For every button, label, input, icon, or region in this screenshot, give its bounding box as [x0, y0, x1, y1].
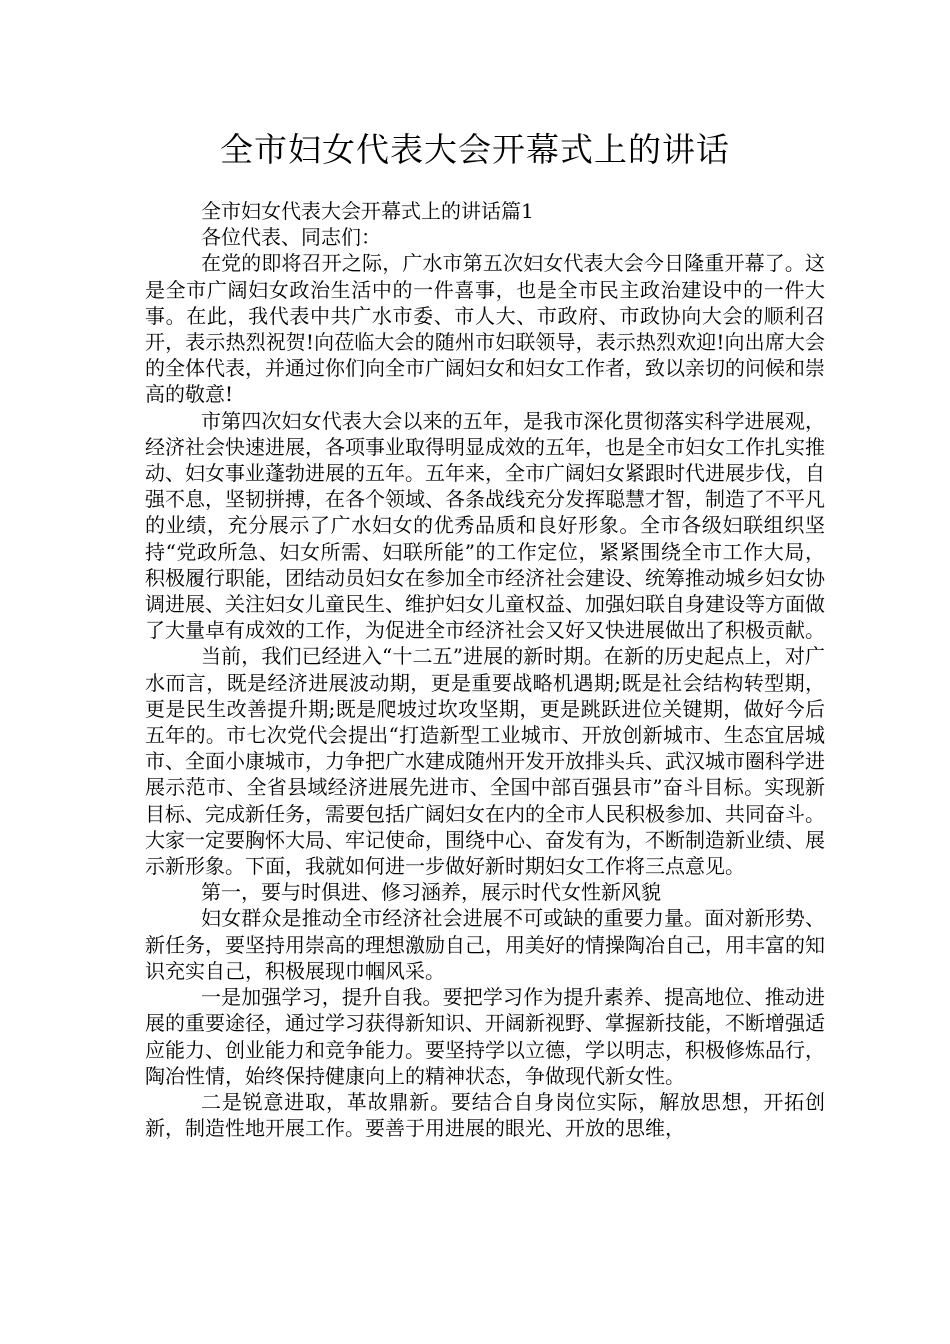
body-paragraph: 当前，我们已经进入“十二五”进展的新时期。在新的历史起点上，对广水而言，既是经济进展波动期，更是重要战略机遇期;既是社会结构转型期，更是民生改善提升期;既是爬坡过坎攻坚期，更是跳跃进位关键期，做好今后五年的。市七次党代会提出“打造新型工业城市、开放创新城市、生态宜居城市、全面小康城市，力争把广水建成随州开发开放排头兵、武汉城市圈科学进展示范市、全省县域经济进展先进市、全国中部百强县市”奋斗目标。实现新目标、完成新任务，需要包括广阔妇女在内的全市人民积极参加、共同奋斗。大家一定要胸怀大局、牢记使命，围绕中心、奋发有为，不断制造新业绩、展示新形象。下面，我就如何进一步做好新时期妇女工作将三点意见。 [145, 644, 825, 879]
document-body [145, 198, 825, 1141]
salutation-paragraph: 各位代表、同志们： [201, 225, 381, 250]
body-paragraph: 一是加强学习，提升自我。要把学习作为提升素养、提高地位、推动进展的重要途径，通过学习获得新知识、开阔新视野、掌握新技能，不断增强适应能力、创业能力和竞争能力。要坚持学以立德，学以明志，积极修炼品行，陶冶性情，始终保持健康向上的精神状态，争做现代新女性。 [145, 985, 825, 1088]
body-paragraph: 妇女群众是推动全市经济社会进展不可或缺的重要力量。面对新形势、新任务，要坚持用崇高的理想激励自己，用美好的情操陶冶自己，用丰富的知识充实自己，积极展现巾帼风采。 [145, 906, 825, 983]
body-paragraph: 市第四次妇女代表大会以来的五年，是我市深化贯彻落实科学进展观，经济社会快速进展，各项事业取得明显成效的五年，也是全市妇女工作扎实推动、妇女事业蓬勃进展的五年。五年来，全市广阔妇女紧跟时代进展步伐，自强不息，坚韧拼搏，在各个领域、各条战线充分发挥聪慧才智，制造了不平凡的业绩，充分展示了广水妇女的优秀品质和良好形象。全市各级妇联组织坚持“党政所急、妇女所需、妇联所能”的工作定位，紧紧围绕全市工作大局，积极履行职能，团结动员妇女在参加全市经济社会建设、统筹推动城乡妇女协调进展、关注妇女儿童民生、维护妇女儿童权益、加强妇联自身建设等方面做了大量卓有成效的工作，为促进全市经济社会又好又快进展做出了积极贡献。 [145, 408, 825, 643]
body-paragraph: 在党的即将召开之际，广水市第五次妇女代表大会今日隆重开幕了。这是全市广阔妇女政治生活中的一件喜事，也是全市民主政治建设中的一件大事。在此，我代表中共广水市委、市人大、市政府、市政协向大会的顺利召开，表示热烈祝贺!向莅临大会的随州市妇联领导，表示热烈欢迎!向出席大会的全体代表，并通过你们向全市广阔妇女和妇女工作者，致以亲切的问候和崇高的敬意! [145, 251, 825, 407]
document-title: 全市妇女代表大会开幕式上的讲话 [220, 130, 730, 169]
body-paragraph: 二是锐意进取，革故鼎新。要结合自身岗位实际，解放思想，开拓创新，制造性地开展工作。要善于用进展的眼光、开放的思维， [145, 1089, 825, 1141]
subtitle-paragraph: 全市妇女代表大会开幕式上的讲话篇1 [201, 199, 534, 223]
section-heading: 第一，要与时俱进、修习涵养，展示时代女性新风貌 [201, 880, 661, 905]
